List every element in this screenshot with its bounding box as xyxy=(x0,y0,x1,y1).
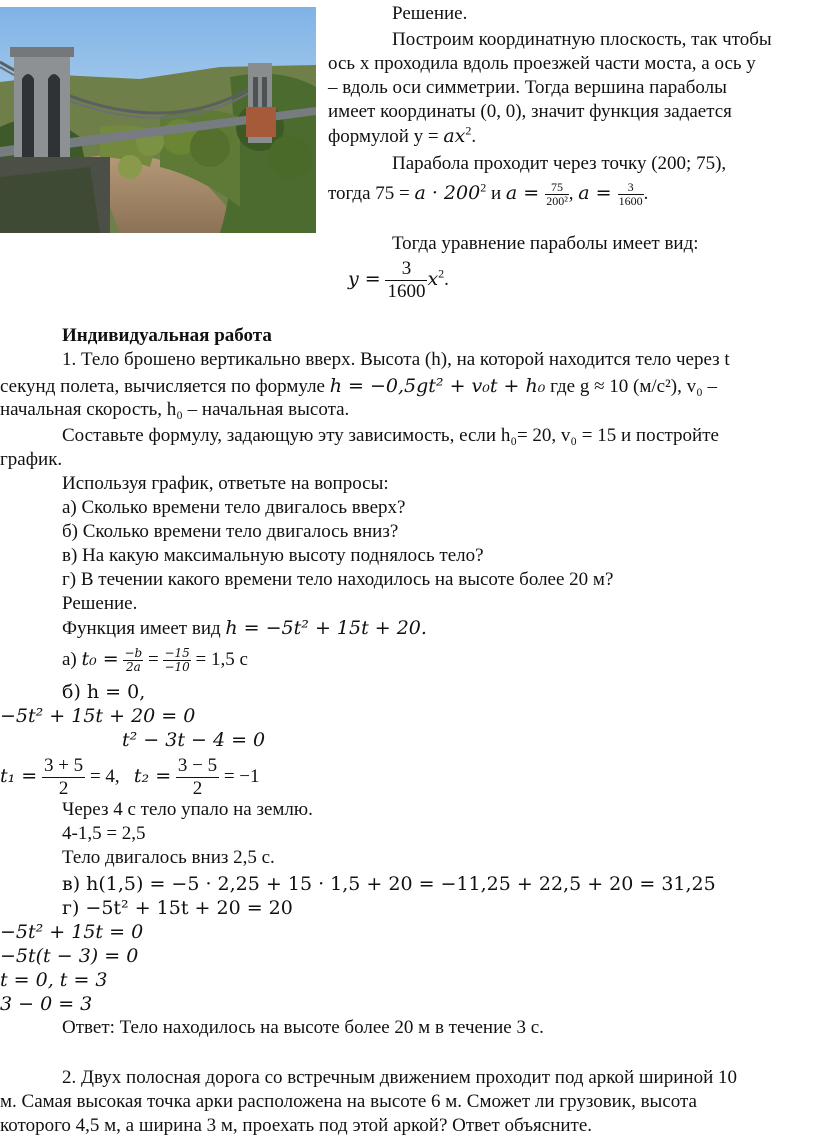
task2-text-line: м. Самая высокая точка арки расположена на высоте 6 м. Сможет ли грузовик, высота xyxy=(0,1091,697,1112)
task1-text-line: Составьте формулу, задающую эту зависимость, если h₀= 20, v₀ = 15 и постройте xyxy=(62,425,719,446)
solution-text-line: ось х проходила вдоль проезжей части моста, а ось у xyxy=(328,53,756,74)
bridge-photo xyxy=(0,7,316,233)
solution-text-line: имеет координаты (0, 0), значит функция задается xyxy=(328,101,732,122)
solution-heading: Решение. xyxy=(392,3,468,24)
parabola-formula-line: формулой $у = ax^2$. xyxy=(328,123,477,147)
equation-line: 3 − 0 = 3 xyxy=(0,993,93,1015)
solution-text-line: – вдоль оси симметрии. Тогда вершина параболы xyxy=(328,77,727,98)
equation-line: t² − 3t − 4 = 0 xyxy=(122,729,266,751)
question-c: в) На какую максимальную высоту поднялось тело? xyxy=(62,545,484,566)
answer-c-line: в) h(1,5) = −5 · 2,25 + 15 · 1,5 + 20 = −11,25 + 22,5 + 20 = 31,25 xyxy=(62,873,716,895)
answer-d-line: г) −5t² + 15t + 20 = 20 xyxy=(62,897,293,919)
task1-text-line: график. xyxy=(0,449,63,470)
question-b: б) Сколько времени тело двигалось вниз? xyxy=(62,521,399,542)
equation-line: −5t² + 15t = 0 xyxy=(0,921,144,943)
answer-a-line: а) t₀ = $\frac{-b}{2a}$ = $\frac{-15}{-10}$ = 1,5 с xyxy=(62,646,248,675)
task1-text-line: начальная скорость, h₀ – начальная высота. xyxy=(0,399,350,420)
coefficient-line: тогда $75 = a \cdot 200^2$ и a = $\frac{75}{\text{200²}}$ , a = $\frac{3}{1600}$ . xyxy=(328,180,649,209)
equation-line: −5t² + 15t + 20 = 0 xyxy=(0,705,196,727)
task1-formula-line: секунд полета, вычисляется по формуле h = −0,5gt² + v₀t + h₀ где g ≈ 10 (м/с²), v₀ – xyxy=(0,375,717,397)
solution-text-line: Парабола проходит через точку (200; 75), xyxy=(392,153,727,174)
solution-text-line: Тогда уравнение параболы имеет вид: xyxy=(392,233,699,254)
section-title: Индивидуальная работа xyxy=(62,325,272,346)
parabola-equation: y = $\frac{3}{1600}$ $x^2$. xyxy=(348,258,449,303)
task2-text-line: 2. Двух полосная дорога со встречным движением проходит под аркой шириной 10 xyxy=(62,1067,737,1088)
task1-text-line: 1. Тело брошено вертикально вверх. Высота (h), на которой находится тело через t xyxy=(62,349,730,370)
equation-line: t = 0, t = 3 xyxy=(0,969,108,991)
solution-text-line: Тело двигалось вниз 2,5 с. xyxy=(62,847,275,868)
final-answer: Ответ: Тело находилось на высоте более 20 м в течение 3 с. xyxy=(62,1017,544,1038)
solution-heading: Решение. xyxy=(62,593,138,614)
roots-line: t₁ = $\frac{3 + 5}{2}$ = 4, t₂ = $\frac{3 - 5}{2}$ = −1 xyxy=(0,755,260,800)
function-line: Функция имеет вид h = −5t² + 15t + 20. xyxy=(62,617,427,639)
question-a: а) Сколько времени тело двигалось вверх? xyxy=(62,497,406,518)
solution-text-line: Через 4 с тело упало на землю. xyxy=(62,799,313,820)
task2-text-line: которого 4,5 м, а ширина 3 м, проехать под этой аркой? Ответ объясните. xyxy=(0,1115,593,1136)
questions-intro: Используя график, ответьте на вопросы: xyxy=(62,473,389,494)
equation-line: −5t(t − 3) = 0 xyxy=(0,945,139,967)
question-d: г) В течении какого времени тело находилось на высоте более 20 м? xyxy=(62,569,614,590)
answer-b-line: б) h = 0, xyxy=(62,681,146,703)
solution-text-line: Построим координатную плоскость, так чтобы xyxy=(392,29,772,50)
solution-text-line: 4-1,5 = 2,5 xyxy=(62,823,146,844)
